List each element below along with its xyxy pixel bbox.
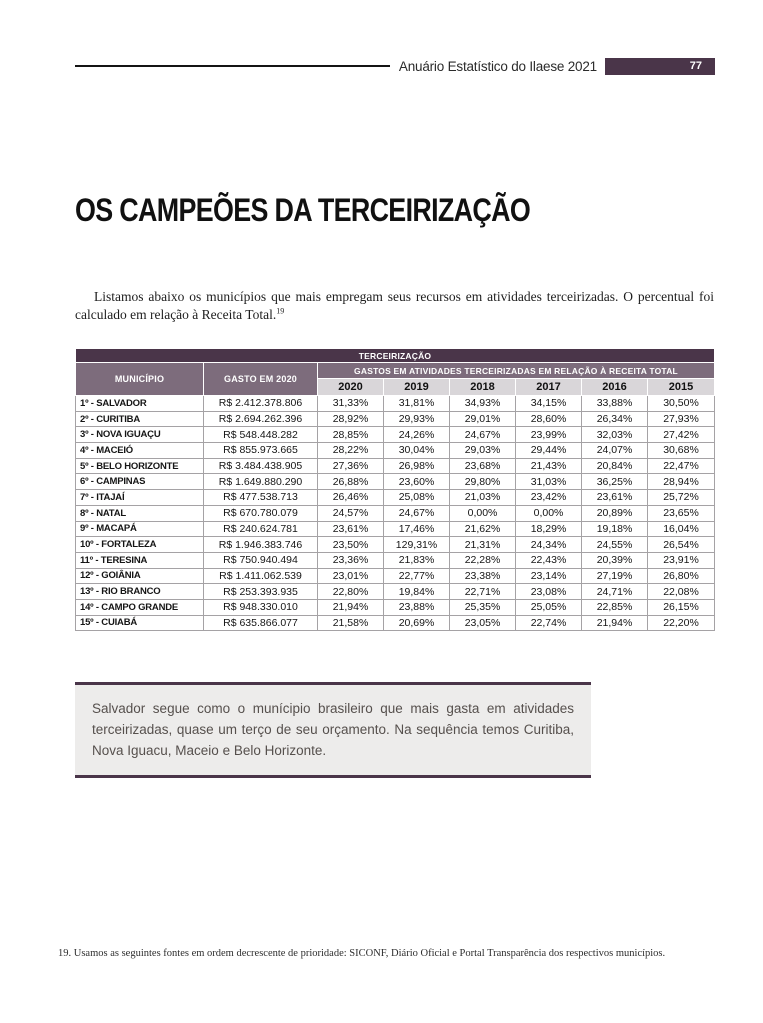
- table-row: [76, 615, 715, 631]
- percent-cell-2019: 21,83%: [384, 552, 450, 568]
- table-row: [76, 443, 715, 459]
- table-row: [76, 568, 715, 584]
- municipio-cell: 2º - CURITIBA: [76, 411, 204, 427]
- percent-cell-2020: 21,58%: [318, 615, 384, 631]
- percent-cell-2020: 31,33%: [318, 396, 384, 412]
- gasto-cell: R$ 855.973.665: [204, 443, 318, 459]
- column-header-gasto-2020: GASTO EM 2020: [204, 363, 318, 396]
- percent-cell-2015: 26,15%: [648, 599, 715, 615]
- percent-cell-2017: 23,14%: [516, 568, 582, 584]
- publication-title: Anuário Estatístico do Ilaese 2021: [398, 58, 597, 74]
- percent-cell-2019: 25,08%: [384, 490, 450, 506]
- intro-text: Listamos abaixo os municípios que mais empregam seus recursos em atividades terceirizadas. O percentual foi calculado em relação à Receita Total.: [75, 289, 714, 322]
- percent-cell-2015: 25,72%: [648, 490, 715, 506]
- percent-cell-2017: 29,44%: [516, 443, 582, 459]
- percent-cell-2017: 25,05%: [516, 599, 582, 615]
- percent-cell-2019: 24,26%: [384, 427, 450, 443]
- table-row: [76, 521, 715, 537]
- percent-cell-2017: 22,43%: [516, 552, 582, 568]
- municipio-cell: 4º - MACEIÓ: [76, 443, 204, 459]
- page-number-badge: 77: [605, 58, 715, 75]
- percent-cell-2015: 16,04%: [648, 521, 715, 537]
- percent-cell-2018: 29,80%: [450, 474, 516, 490]
- percent-cell-2016: 24,07%: [582, 443, 648, 459]
- intro-paragraph: [75, 288, 714, 323]
- percent-cell-2015: 30,68%: [648, 443, 715, 459]
- percent-cell-2019: 129,31%: [384, 537, 450, 553]
- percent-cell-2018: 0,00%: [450, 505, 516, 521]
- page-title: OS CAMPEÕES DA TERCEIRIZAÇÃO: [75, 192, 531, 228]
- percent-cell-2017: 23,42%: [516, 490, 582, 506]
- municipio-cell: 6º - CAMPINAS: [76, 474, 204, 490]
- percent-cell-2017: 22,74%: [516, 615, 582, 631]
- percent-cell-2016: 22,85%: [582, 599, 648, 615]
- gasto-cell: R$ 548.448.282: [204, 427, 318, 443]
- gasto-cell: R$ 2.694.262.396: [204, 411, 318, 427]
- percent-cell-2019: 19,84%: [384, 584, 450, 600]
- municipio-cell: 7º - ITAJAÍ: [76, 490, 204, 506]
- year-header-2015: 2015: [648, 379, 715, 396]
- percent-cell-2016: 24,71%: [582, 584, 648, 600]
- percent-cell-2015: 28,94%: [648, 474, 715, 490]
- percent-cell-2016: 20,39%: [582, 552, 648, 568]
- percent-cell-2016: 33,88%: [582, 396, 648, 412]
- gasto-cell: R$ 1.946.383.746: [204, 537, 318, 553]
- municipio-cell: 13º - RIO BRANCO: [76, 584, 204, 600]
- percent-cell-2016: 23,61%: [582, 490, 648, 506]
- percent-cell-2020: 26,46%: [318, 490, 384, 506]
- gasto-cell: R$ 635.866.077: [204, 615, 318, 631]
- percent-cell-2020: 24,57%: [318, 505, 384, 521]
- table-row: [76, 490, 715, 506]
- footnote: 19. Usamos as seguintes fontes em ordem decrescente de prioridade: SICONF, Diário Oficial e Portal Transparência dos respectivos municípios.: [58, 948, 666, 959]
- percent-cell-2019: 23,88%: [384, 599, 450, 615]
- percent-cell-2020: 28,85%: [318, 427, 384, 443]
- percent-cell-2019: 24,67%: [384, 505, 450, 521]
- municipio-cell: 8º - NATAL: [76, 505, 204, 521]
- percent-cell-2016: 26,34%: [582, 411, 648, 427]
- percent-cell-2016: 20,84%: [582, 458, 648, 474]
- header-rule: [75, 65, 390, 67]
- municipio-cell: 9º - MACAPÁ: [76, 521, 204, 537]
- percent-cell-2015: 27,42%: [648, 427, 715, 443]
- table-row: [76, 474, 715, 490]
- percent-cell-2018: 34,93%: [450, 396, 516, 412]
- percent-cell-2016: 21,94%: [582, 615, 648, 631]
- percent-cell-2019: 23,60%: [384, 474, 450, 490]
- gasto-cell: R$ 3.484.438.905: [204, 458, 318, 474]
- gasto-cell: R$ 1.411.062.539: [204, 568, 318, 584]
- year-header-2018: 2018: [450, 379, 516, 396]
- percent-cell-2017: 24,34%: [516, 537, 582, 553]
- percent-cell-2019: 29,93%: [384, 411, 450, 427]
- percent-cell-2015: 22,47%: [648, 458, 715, 474]
- percent-cell-2015: 30,50%: [648, 396, 715, 412]
- percent-cell-2016: 24,55%: [582, 537, 648, 553]
- percent-cell-2018: 24,67%: [450, 427, 516, 443]
- percent-cell-2015: 27,93%: [648, 411, 715, 427]
- percent-cell-2018: 21,62%: [450, 521, 516, 537]
- percent-cell-2020: 23,36%: [318, 552, 384, 568]
- percent-cell-2020: 28,92%: [318, 411, 384, 427]
- percent-cell-2015: 23,65%: [648, 505, 715, 521]
- percent-cell-2020: 27,36%: [318, 458, 384, 474]
- percent-cell-2017: 18,29%: [516, 521, 582, 537]
- percent-cell-2017: 31,03%: [516, 474, 582, 490]
- municipio-cell: 3º - NOVA IGUAÇU: [76, 427, 204, 443]
- gasto-cell: R$ 750.940.494: [204, 552, 318, 568]
- highlight-box: Salvador segue como o munícipio brasileiro que mais gasta em atividades terceirizadas, quase um terço de seu orçamento. Na sequência temos Curitiba, Nova Iguacu, Maceio e Belo Horizonte.: [75, 682, 591, 778]
- municipio-cell: 5º - BELO HORIZONTE: [76, 458, 204, 474]
- percent-cell-2016: 36,25%: [582, 474, 648, 490]
- gasto-cell: R$ 253.393.935: [204, 584, 318, 600]
- gasto-cell: R$ 670.780.079: [204, 505, 318, 521]
- footnote-reference: 19: [276, 306, 285, 315]
- percent-cell-2017: 0,00%: [516, 505, 582, 521]
- year-header-2019: 2019: [384, 379, 450, 396]
- percent-cell-2020: 23,01%: [318, 568, 384, 584]
- gasto-cell: R$ 2.412.378.806: [204, 396, 318, 412]
- gasto-cell: R$ 240.624.781: [204, 521, 318, 537]
- percent-cell-2016: 27,19%: [582, 568, 648, 584]
- percent-cell-2018: 25,35%: [450, 599, 516, 615]
- percent-cell-2016: 32,03%: [582, 427, 648, 443]
- percent-cell-2018: 22,28%: [450, 552, 516, 568]
- percent-cell-2015: 26,54%: [648, 537, 715, 553]
- municipio-cell: 14º - CAMPO GRANDE: [76, 599, 204, 615]
- municipio-cell: 15º - CUIABÁ: [76, 615, 204, 631]
- year-header-2020: 2020: [318, 379, 384, 396]
- percent-cell-2020: 22,80%: [318, 584, 384, 600]
- terceirizacao-table: [75, 348, 715, 631]
- percent-cell-2020: 26,88%: [318, 474, 384, 490]
- percent-cell-2018: 23,68%: [450, 458, 516, 474]
- percent-cell-2020: 23,50%: [318, 537, 384, 553]
- gasto-cell: R$ 948.330.010: [204, 599, 318, 615]
- gasto-cell: R$ 1.649.880.290: [204, 474, 318, 490]
- percent-cell-2017: 34,15%: [516, 396, 582, 412]
- percent-cell-2015: 26,80%: [648, 568, 715, 584]
- percent-cell-2018: 22,71%: [450, 584, 516, 600]
- percent-cell-2015: 22,08%: [648, 584, 715, 600]
- table-row: [76, 396, 715, 412]
- percent-cell-2018: 23,05%: [450, 615, 516, 631]
- municipio-cell: 10º - FORTALEZA: [76, 537, 204, 553]
- table-row: [76, 411, 715, 427]
- municipio-cell: 1º - SALVADOR: [76, 396, 204, 412]
- percent-cell-2019: 26,98%: [384, 458, 450, 474]
- percent-cell-2018: 21,31%: [450, 537, 516, 553]
- percent-cell-2020: 21,94%: [318, 599, 384, 615]
- percent-cell-2019: 20,69%: [384, 615, 450, 631]
- percent-cell-2017: 28,60%: [516, 411, 582, 427]
- table-row: [76, 552, 715, 568]
- percent-cell-2019: 22,77%: [384, 568, 450, 584]
- table-title: TERCEIRIZAÇÃO: [76, 349, 715, 363]
- percent-cell-2017: 23,99%: [516, 427, 582, 443]
- percent-cell-2019: 17,46%: [384, 521, 450, 537]
- table-row: [76, 599, 715, 615]
- table-row: [76, 584, 715, 600]
- percent-cell-2017: 21,43%: [516, 458, 582, 474]
- percent-cell-2018: 29,01%: [450, 411, 516, 427]
- percent-cell-2020: 28,22%: [318, 443, 384, 459]
- column-group-header: GASTOS EM ATIVIDADES TERCEIRIZADAS EM RELAÇÃO À RECEITA TOTAL: [318, 363, 715, 379]
- table-row: [76, 427, 715, 443]
- percent-cell-2018: 23,38%: [450, 568, 516, 584]
- table-row: [76, 537, 715, 553]
- percent-cell-2016: 20,89%: [582, 505, 648, 521]
- percent-cell-2019: 31,81%: [384, 396, 450, 412]
- percent-cell-2016: 19,18%: [582, 521, 648, 537]
- year-header-2016: 2016: [582, 379, 648, 396]
- percent-cell-2020: 23,61%: [318, 521, 384, 537]
- municipio-cell: 12º - GOIÂNIA: [76, 568, 204, 584]
- running-header: [75, 57, 715, 75]
- table-body: [76, 396, 715, 631]
- percent-cell-2017: 23,08%: [516, 584, 582, 600]
- table-row: [76, 458, 715, 474]
- table-row: [76, 505, 715, 521]
- year-header-2017: 2017: [516, 379, 582, 396]
- column-header-municipio: MUNICÍPIO: [76, 363, 204, 396]
- percent-cell-2018: 21,03%: [450, 490, 516, 506]
- percent-cell-2015: 23,91%: [648, 552, 715, 568]
- gasto-cell: R$ 477.538.713: [204, 490, 318, 506]
- terceirizacao-table-wrapper: [75, 348, 714, 631]
- percent-cell-2019: 30,04%: [384, 443, 450, 459]
- municipio-cell: 11º - TERESINA: [76, 552, 204, 568]
- percent-cell-2015: 22,20%: [648, 615, 715, 631]
- percent-cell-2018: 29,03%: [450, 443, 516, 459]
